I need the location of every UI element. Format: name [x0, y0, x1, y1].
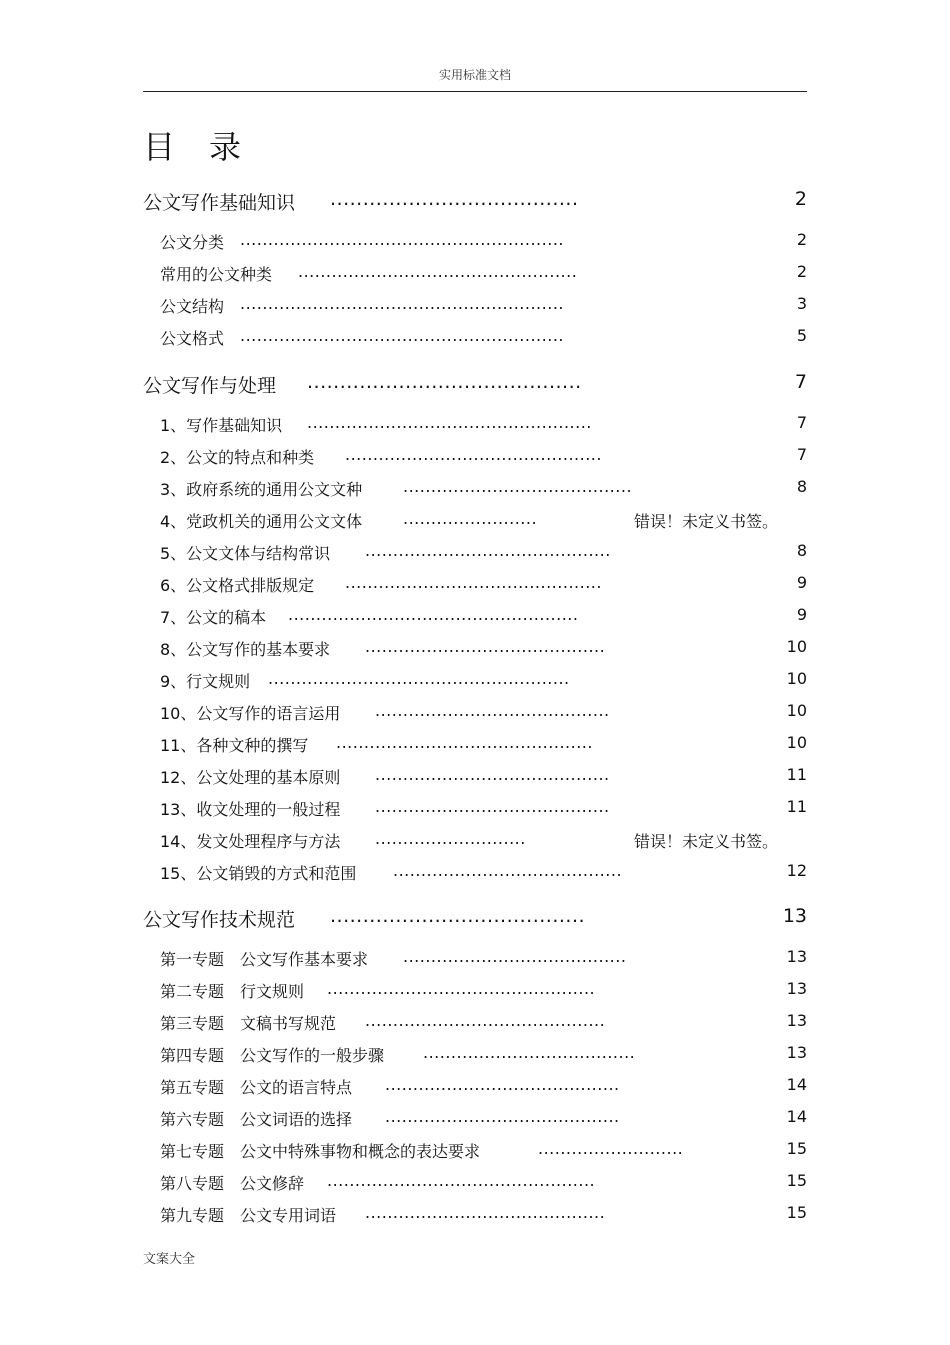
- toc-entry-label: 12、公文处理的基本原则: [160, 768, 341, 787]
- toc-entry-label: 7、公文的稿本: [160, 608, 267, 627]
- toc-dot-leader: ...................................................: [307, 413, 592, 432]
- toc-page-number: 13: [782, 905, 807, 927]
- toc-entry-label: 11、各种文种的撰写: [160, 736, 309, 755]
- toc-section-entry[interactable]: [0, 1139, 950, 1167]
- toc-dot-leader: ..........................................................: [240, 230, 564, 249]
- toc-entry-label: 公文写作与处理: [143, 375, 277, 397]
- toc-dot-leader: ................................................: [327, 979, 596, 998]
- toc-page-number: 11: [786, 797, 807, 816]
- toc-page-number: 10: [786, 637, 807, 656]
- toc-page-number: 8: [796, 541, 807, 560]
- toc-entry-label: 第二专题 行文规则: [160, 982, 305, 1001]
- toc-chapter-entry[interactable]: [0, 371, 950, 399]
- toc-entry-label: 4、党政机关的通用公文文体: [160, 512, 363, 531]
- toc-dot-leader: ..........................................: [375, 765, 610, 784]
- toc-dot-leader: ..........................: [538, 1139, 684, 1158]
- toc-chapter-entry[interactable]: [0, 188, 950, 216]
- toc-page-number: 15: [786, 1171, 807, 1190]
- toc-section-entry[interactable]: [0, 733, 950, 761]
- toc-page-number: 2: [794, 188, 807, 210]
- toc-dot-leader: ........................: [403, 509, 538, 528]
- toc-dot-leader: ......................................: [423, 1043, 636, 1062]
- toc-entry-label: 第八专题 公文修辞: [160, 1174, 305, 1193]
- toc-page-number: 错误！未定义书签。: [634, 512, 779, 531]
- toc-section-entry[interactable]: [0, 947, 950, 975]
- toc-section-entry[interactable]: [0, 829, 950, 857]
- toc-page-number: 13: [786, 1043, 807, 1062]
- toc-title: 目录: [143, 128, 276, 166]
- toc-entry-label: 第五专题 公文的语言特点: [160, 1078, 353, 1097]
- toc-page-number: 14: [786, 1075, 807, 1094]
- toc-dot-leader: ..........................................: [375, 701, 610, 720]
- toc-page-number: 12: [786, 861, 807, 880]
- toc-entry-label: 公文格式: [160, 329, 225, 348]
- toc-dot-leader: ...........................................: [365, 1203, 606, 1222]
- toc-entry-label: 8、公文写作的基本要求: [160, 640, 331, 659]
- toc-dot-leader: .........................................: [393, 861, 623, 880]
- toc-section-entry[interactable]: [0, 605, 950, 633]
- toc-page-number: 11: [786, 765, 807, 784]
- toc-entry-label: 第四专题 公文写作的一般步骤: [160, 1046, 385, 1065]
- toc-dot-leader: .........................................: [403, 477, 633, 496]
- toc-section-entry[interactable]: [0, 797, 950, 825]
- toc-entry-label: 10、公文写作的语言运用: [160, 704, 341, 723]
- toc-page-number: 7: [796, 445, 807, 464]
- toc-section-entry[interactable]: [0, 326, 950, 354]
- toc-dot-leader: ...........................................: [365, 637, 606, 656]
- toc-dot-leader: ......................................: [330, 188, 579, 210]
- toc-dot-leader: ..........................................................: [240, 326, 564, 345]
- toc-page-number: 15: [786, 1203, 807, 1222]
- toc-section-entry[interactable]: [0, 637, 950, 665]
- toc-section-entry[interactable]: [0, 230, 950, 258]
- page-header-text: 实用标准文档: [438, 68, 511, 82]
- toc-entry-label: 公文结构: [160, 297, 225, 316]
- toc-entry-label: 第六专题 公文词语的选择: [160, 1110, 353, 1129]
- toc-entry-label: 第九专题 公文专用词语: [160, 1206, 337, 1225]
- toc-dot-leader: ............................................: [365, 541, 611, 560]
- toc-dot-leader: ..........................................: [375, 797, 610, 816]
- toc-dot-leader: ........................................: [403, 947, 627, 966]
- toc-page-number: 10: [786, 733, 807, 752]
- toc-section-entry[interactable]: [0, 541, 950, 569]
- toc-section-entry[interactable]: [0, 1075, 950, 1103]
- toc-section-entry[interactable]: [0, 979, 950, 1007]
- toc-entry-label: 14、发文处理程序与方法: [160, 832, 341, 851]
- toc-entry-label: 2、公文的特点和种类: [160, 448, 315, 467]
- toc-entry-label: 第七专题 公文中特殊事物和概念的表达要求: [160, 1142, 481, 1161]
- toc-section-entry[interactable]: [0, 1203, 950, 1231]
- toc-entry-label: 第一专题 公文写作基本要求: [160, 950, 369, 969]
- toc-chapter-entry[interactable]: [0, 905, 950, 933]
- toc-entry-label: 第三专题 文稿书写规范: [160, 1014, 337, 1033]
- toc-page-number: 8: [796, 477, 807, 496]
- page-footer-text: 文案大全: [143, 1252, 196, 1267]
- toc-page-number: 5: [796, 326, 807, 345]
- toc-entry-label: 常用的公文种类: [160, 265, 273, 284]
- toc-dot-leader: ..........................................: [307, 371, 582, 393]
- toc-entry-label: 13、收文处理的一般过程: [160, 800, 341, 819]
- toc-entry-label: 3、政府系统的通用公文文种: [160, 480, 363, 499]
- toc-page-number: 2: [796, 262, 807, 281]
- toc-dot-leader: ...........................................: [365, 1011, 606, 1030]
- toc-section-entry[interactable]: [0, 861, 950, 889]
- toc-page-number: 10: [786, 669, 807, 688]
- toc-page-number: 7: [796, 413, 807, 432]
- toc-dot-leader: ................................................: [327, 1171, 596, 1190]
- toc-page-number: 14: [786, 1107, 807, 1126]
- toc-section-entry[interactable]: [0, 573, 950, 601]
- toc-dot-leader: ....................................................: [288, 605, 579, 624]
- toc-dot-leader: ..........................................: [385, 1075, 620, 1094]
- toc-entry-label: 15、公文销毁的方式和范围: [160, 864, 357, 883]
- toc-dot-leader: ...........................: [375, 829, 526, 848]
- toc-section-entry[interactable]: [0, 294, 950, 322]
- toc-entry-label: 公文分类: [160, 233, 225, 252]
- toc-entry-label: 公文写作技术规范: [143, 909, 296, 931]
- toc-page-number: 15: [786, 1139, 807, 1158]
- toc-page-number: 9: [796, 573, 807, 592]
- toc-section-entry[interactable]: [0, 413, 950, 441]
- toc-dot-leader: ......................................................: [268, 669, 570, 688]
- toc-section-entry[interactable]: [0, 1107, 950, 1135]
- toc-dot-leader: ..............................................: [345, 573, 602, 592]
- toc-dot-leader: ..........................................: [385, 1107, 620, 1126]
- toc-section-entry[interactable]: [0, 445, 950, 473]
- toc-section-entry[interactable]: [0, 262, 950, 290]
- toc-section-entry[interactable]: [0, 509, 950, 537]
- toc-dot-leader: ..............................................: [345, 445, 602, 464]
- toc-entry-label: 1、写作基础知识: [160, 416, 283, 435]
- toc-section-entry[interactable]: [0, 701, 950, 729]
- toc-page-number: 9: [796, 605, 807, 624]
- toc-section-entry[interactable]: [0, 1043, 950, 1071]
- toc-page-number: 13: [786, 947, 807, 966]
- toc-section-entry[interactable]: [0, 477, 950, 505]
- toc-entry-label: 公文写作基础知识: [143, 192, 296, 214]
- toc-page-number: 13: [786, 1011, 807, 1030]
- toc-dot-leader: .......................................: [330, 905, 586, 927]
- toc-page-number: 3: [796, 294, 807, 313]
- toc-dot-leader: ..................................................: [298, 262, 578, 281]
- toc-page-number: 10: [786, 701, 807, 720]
- toc-section-entry[interactable]: [0, 765, 950, 793]
- toc-page-number: 13: [786, 979, 807, 998]
- toc-dot-leader: ..............................................: [336, 733, 593, 752]
- toc-dot-leader: ..........................................................: [240, 294, 564, 313]
- toc-entry-label: 6、公文格式排版规定: [160, 576, 315, 595]
- toc-entry-label: 5、公文文体与结构常识: [160, 544, 331, 563]
- toc-page-number: 2: [796, 230, 807, 249]
- toc-section-entry[interactable]: [0, 1171, 950, 1199]
- toc-page-number: 7: [794, 371, 807, 393]
- toc-section-entry[interactable]: [0, 669, 950, 697]
- toc-entry-label: 9、行文规则: [160, 672, 251, 691]
- toc-section-entry[interactable]: [0, 1011, 950, 1039]
- toc-page-number: 错误！未定义书签。: [634, 832, 779, 851]
